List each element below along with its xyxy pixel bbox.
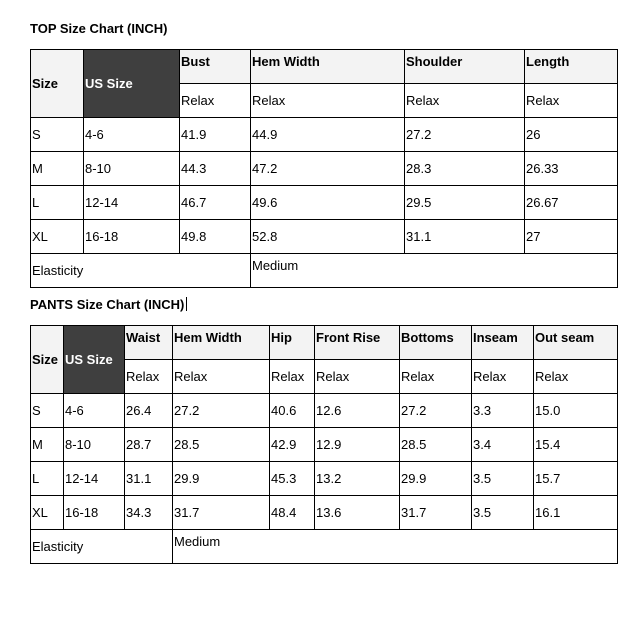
bottoms-cell: 29.9 (400, 462, 472, 496)
out-seam-cell: 15.0 (534, 394, 618, 428)
pants-header-out-seam: Out seam (534, 326, 618, 360)
bottoms-cell: 31.7 (400, 496, 472, 530)
hip-cell: 42.9 (270, 428, 315, 462)
front-rise-cell: 13.2 (315, 462, 400, 496)
hem-width-cell: 28.5 (173, 428, 270, 462)
top-header-row (31, 50, 618, 84)
hip-cell: 40.6 (270, 394, 315, 428)
pants-header-bottoms: Bottoms (400, 326, 472, 360)
shoulder-cell: 29.5 (405, 186, 525, 220)
top-size-table (30, 49, 618, 288)
pants-sub-hem-width: Relax (173, 360, 270, 394)
table-row (31, 186, 618, 220)
us-size-cell: 16-18 (64, 496, 125, 530)
hip-cell: 45.3 (270, 462, 315, 496)
top-header-length: Length (525, 50, 618, 84)
size-cell: S (31, 394, 64, 428)
elasticity-label: Elasticity (31, 254, 251, 288)
top-header-bust: Bust (180, 50, 251, 84)
length-cell: 26.33 (525, 152, 618, 186)
pants-size-table (30, 325, 618, 564)
top-sub-bust: Relax (180, 84, 251, 118)
table-row (31, 462, 618, 496)
inseam-cell: 3.3 (472, 394, 534, 428)
length-cell: 26 (525, 118, 618, 152)
pants-size-chart-title (30, 297, 187, 313)
top-header-size: Size (31, 50, 84, 118)
pants-sub-out-seam: Relax (534, 360, 618, 394)
hem-width-cell: 31.7 (173, 496, 270, 530)
size-cell: M (31, 428, 64, 462)
us-size-cell: 12-14 (64, 462, 125, 496)
us-size-cell: 4-6 (84, 118, 180, 152)
table-row (31, 220, 618, 254)
front-rise-cell: 12.9 (315, 428, 400, 462)
bottoms-cell: 27.2 (400, 394, 472, 428)
bust-cell: 44.3 (180, 152, 251, 186)
us-size-cell: 8-10 (84, 152, 180, 186)
top-sub-length: Relax (525, 84, 618, 118)
pants-header-row (31, 326, 618, 360)
pants-header-hem-width: Hem Width (173, 326, 270, 360)
size-cell: L (31, 462, 64, 496)
size-cell: L (31, 186, 84, 220)
top-header-us-size: US Size (84, 50, 180, 118)
hem-width-cell: 52.8 (251, 220, 405, 254)
size-cell: XL (31, 496, 64, 530)
shoulder-cell: 31.1 (405, 220, 525, 254)
inseam-cell: 3.5 (472, 496, 534, 530)
us-size-cell: 16-18 (84, 220, 180, 254)
top-sub-hem-width: Relax (251, 84, 405, 118)
top-header-hem-width: Hem Width (251, 50, 405, 84)
waist-cell: 28.7 (125, 428, 173, 462)
out-seam-cell: 16.1 (534, 496, 618, 530)
us-size-cell: 8-10 (64, 428, 125, 462)
us-size-cell: 12-14 (84, 186, 180, 220)
pants-sub-front-rise: Relax (315, 360, 400, 394)
hem-width-cell: 49.6 (251, 186, 405, 220)
size-cell: M (31, 152, 84, 186)
length-cell: 27 (525, 220, 618, 254)
inseam-cell: 3.5 (472, 462, 534, 496)
hem-width-cell: 44.9 (251, 118, 405, 152)
hip-cell: 48.4 (270, 496, 315, 530)
size-cell: XL (31, 220, 84, 254)
bust-cell: 49.8 (180, 220, 251, 254)
pants-header-waist: Waist (125, 326, 173, 360)
front-rise-cell: 13.6 (315, 496, 400, 530)
shoulder-cell: 28.3 (405, 152, 525, 186)
table-row (31, 152, 618, 186)
us-size-cell: 4-6 (64, 394, 125, 428)
inseam-cell: 3.4 (472, 428, 534, 462)
waist-cell: 31.1 (125, 462, 173, 496)
pants-header-hip: Hip (270, 326, 315, 360)
pants-title-text: PANTS Size Chart (INCH) (30, 297, 185, 312)
pants-sub-bottoms: Relax (400, 360, 472, 394)
pants-header-us-size: US Size (64, 326, 125, 394)
elasticity-value: Medium (173, 530, 618, 564)
hem-width-cell: 47.2 (251, 152, 405, 186)
pants-sub-waist: Relax (125, 360, 173, 394)
size-cell: S (31, 118, 84, 152)
bottoms-cell: 28.5 (400, 428, 472, 462)
top-elasticity-row (31, 254, 618, 288)
hem-width-cell: 29.9 (173, 462, 270, 496)
table-row (31, 394, 618, 428)
top-sub-shoulder: Relax (405, 84, 525, 118)
bust-cell: 41.9 (180, 118, 251, 152)
waist-cell: 26.4 (125, 394, 173, 428)
pants-header-front-rise: Front Rise (315, 326, 400, 360)
out-seam-cell: 15.7 (534, 462, 618, 496)
pants-sub-inseam: Relax (472, 360, 534, 394)
shoulder-cell: 27.2 (405, 118, 525, 152)
pants-elasticity-row (31, 530, 618, 564)
front-rise-cell: 12.6 (315, 394, 400, 428)
length-cell: 26.67 (525, 186, 618, 220)
out-seam-cell: 15.4 (534, 428, 618, 462)
table-row (31, 428, 618, 462)
table-row (31, 118, 618, 152)
hem-width-cell: 27.2 (173, 394, 270, 428)
pants-header-size: Size (31, 326, 64, 394)
top-header-shoulder: Shoulder (405, 50, 525, 84)
waist-cell: 34.3 (125, 496, 173, 530)
elasticity-label: Elasticity (31, 530, 173, 564)
elasticity-value: Medium (251, 254, 618, 288)
top-size-chart-title: TOP Size Chart (INCH) (30, 21, 168, 36)
table-row (31, 496, 618, 530)
pants-header-inseam: Inseam (472, 326, 534, 360)
text-cursor (186, 297, 187, 311)
bust-cell: 46.7 (180, 186, 251, 220)
pants-sub-hip: Relax (270, 360, 315, 394)
